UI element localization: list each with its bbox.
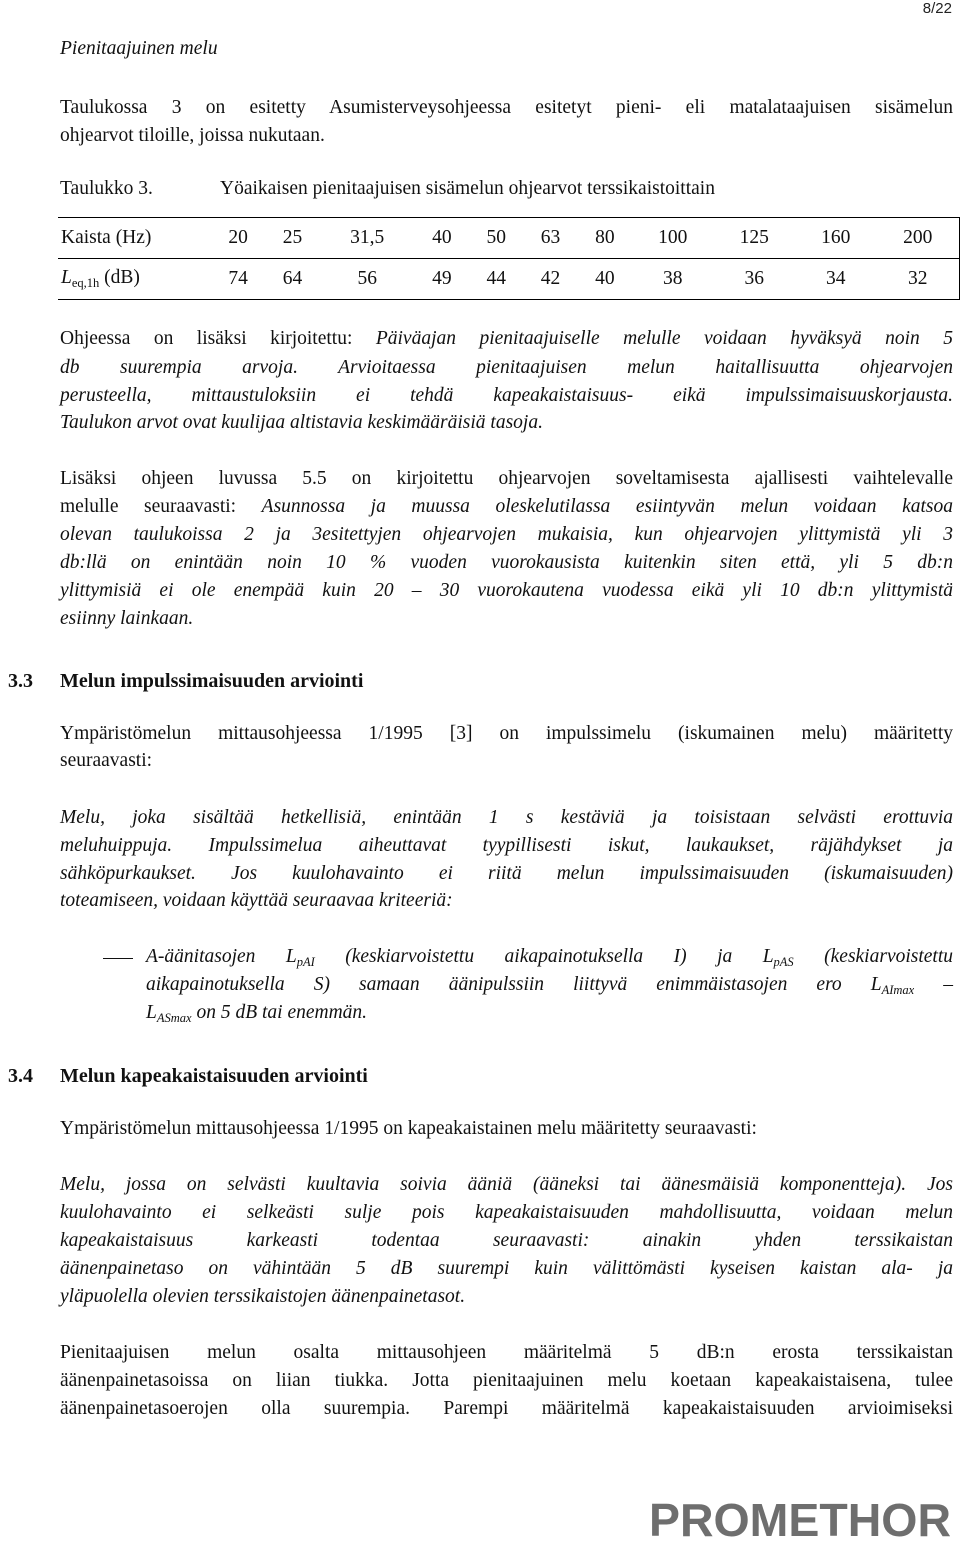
page-number: 8/22 [922,0,952,17]
band-cell: 63 [523,218,577,259]
bullet-text: aikapainotuksella S) samaan äänipulssiin liittyvä enimmäistasojen ero L [146,974,882,995]
row-label-main: L [61,267,72,288]
section-title: Pienitaajuinen melu [60,38,218,59]
s33-p2-line-2: meluhuippuja. Impulssimelua aiheuttavat tyypillisesti iskut, laukaukset, räjähdykset ja [60,835,953,856]
bullet-sub: ASmax [156,1011,192,1025]
section-3-4-title: Melun kapeakaistaisuuden arviointi [60,1065,368,1087]
bullet-line-3 [146,999,953,1032]
band-cell: 20 [211,218,265,259]
para2-line-5: ylittymisiä ei ole enempää kuin 20 – 30 vuorokautena vuodessa eikä yli 10 db:n ylittymistä [60,580,953,601]
para2-line-1: Lisäksi ohjeen luvussa 5.5 on kirjoitettu ohjearvojen soveltamisesta ajallisesti vaihtelevalle [60,468,953,489]
para1-italic-rest: Arvioitaessa pienitaajuisen melun haitallisuutta ohjearvojen [297,357,953,378]
noise-guideline-table [58,217,960,300]
intro-line-1: Taulukossa 3 on esitetty Asumisterveysohjeessa esitetyt pieni- eli matalataajuisen sisämelun [60,97,953,118]
bullet-text: (keskiarvoistettu [793,946,954,967]
value-cell: 56 [320,259,415,300]
s33-p2-line-3: sähköpurkaukset. Jos kuulohavainto ei riitä melun impulssimaisuuden (iskumaisuuden) [60,863,953,884]
bullet-text: – [914,974,953,995]
table-header-label: Kaista (Hz) [58,218,211,259]
para1-line-3: perusteella, mittaustuloksiin ei tehdä kapeakaistaisuus- eikä impulssimaisuuskorjausta. [60,385,953,406]
s34-p3-line-2: äänenpainetasoissa on liian tiukka. Jotta pienitaajuinen melu koetaan kapeakaistaisena, tulee [60,1370,953,1391]
value-cell: 42 [523,259,577,300]
s34-p3-line-1: Pienitaajuisen melun osalta mittausohjeen määritelmä 5 dB:n erosta terssikaistan [60,1342,953,1363]
para1-italic: Päiväajan pienitaajuiselle melulle voidaan hyväksyä noin 5 [375,328,953,349]
section-3-3-number: 3.3 [8,670,33,692]
para2-line-3: olevan taulukoissa 2 ja 3esitettyjen ohjearvojen mukaisia, kun ohjearvojen ylittymistä yli 3 [60,524,953,545]
para2-line-4: db:llä on enintään noin 10 % vuoden vuorokausista kuitenkin siten että, yli 5 db:n [60,552,953,573]
para2-line-2 [60,493,953,521]
s33-p2-line-1: Melu, joka sisältää hetkellisiä, enintään 1 s kestäviä ja toisistaan selvästi erottuvia [60,807,953,828]
para2-italic: Asunnossa ja muussa oleskelutilassa esiintyvän melun voidaan katsoa [261,496,954,517]
value-cell: 36 [714,259,796,300]
bullet-sub: pAI [296,955,315,969]
band-cell: 40 [415,218,469,259]
band-cell: 80 [578,218,632,259]
band-cell: 100 [632,218,714,259]
value-cell: 40 [578,259,632,300]
row-label-sub: eq,1h [71,276,100,290]
s34-p2-line-5: yläpuolella olevien terssikaistojen äänenpainetasot. [60,1286,466,1307]
value-cell: 74 [211,259,265,300]
bullet-text: on 5 dB tai enemmän. [191,1002,368,1023]
s33-p1-line-2: seuraavasti: [60,750,153,771]
band-cell: 31,5 [320,218,415,259]
promethor-logo [649,1497,954,1541]
para1-text: Ohjeessa on lisäksi kirjoitettu: [60,328,376,349]
bullet-sub: AImax [881,983,915,997]
bullet-dash [103,958,133,959]
para2-text: melulle seuraavasti: [60,496,262,517]
value-cell: 64 [265,259,319,300]
logo-text: PROMETHOR [649,1497,951,1541]
bullet-text: (keskiarvoistettu aikapainotuksella I) ja L [314,946,774,967]
section-3-4-number: 3.4 [8,1065,33,1087]
s34-p1: Ympäristömelun mittausohjeessa 1/1995 on kapeakaistainen melu määritetty seuraavasti: [60,1118,757,1139]
s34-p2-line-4: äänenpainetaso on vähintään 5 dB suurempi kuin välittömästi kyseisen kaistan ala- ja [60,1258,953,1279]
band-cell: 160 [795,218,877,259]
s33-p1-line-1: Ympäristömelun mittausohjeessa 1/1995 [3] on impulssimelu (iskumainen melu) määritetty [60,723,953,744]
para2-line-6: esiinny lainkaan. [60,608,194,629]
intro-line-2: ohjearvot tiloille, joissa nukutaan. [60,125,325,146]
value-cell: 34 [795,259,877,300]
para1-line-2 [60,354,953,382]
bullet-text: L [146,1002,157,1023]
s34-p2-line-2: kuulohavainto ei selkeästi sulje pois kapeakaistaisuuden mahdollisuutta, voidaan melun [60,1202,953,1223]
table-caption: Yöaikaisen pienitaajuisen sisämelun ohjearvot terssikaistoittain [220,178,715,199]
table-value-row [58,259,960,300]
value-cell: 38 [632,259,714,300]
para1-line-1 [60,325,953,353]
s34-p2-line-3: kapeakaistaisuus karkeasti todentaa seuraavasti: ainakin yhden terssikaistan [60,1230,953,1251]
bullet-sub: pAS [773,955,794,969]
band-cell: 25 [265,218,319,259]
para1-italic: db suurempia arvoja. [60,357,298,378]
para1-line-4: Taulukon arvot ovat kuulijaa altistavia keskimääräisiä tasoja. [60,412,543,433]
section-3-3-title: Melun impulssimaisuuden arviointi [60,670,364,692]
s34-p2-line-1: Melu, jossa on selvästi kuultavia soivia ääniä (ääneksi tai äänesmäisiä komponentteja). Jos [60,1174,953,1195]
s33-p2-line-4: toteamiseen, voidaan käyttää seuraavaa kriteeriä: [60,890,453,911]
table-row-label [58,259,211,300]
s34-p3-line-3: äänenpainetasoerojen olla suurempia. Parempi määritelmä kapeakaistaisuuden arvioimiseksi [60,1398,953,1419]
value-cell: 49 [415,259,469,300]
value-cell: 32 [877,259,960,300]
band-cell: 125 [714,218,796,259]
band-cell: 50 [469,218,523,259]
row-label-unit: (dB) [104,267,140,288]
table-header-row [58,218,960,259]
bullet-text: A-äänitasojen L [146,946,297,967]
band-cell: 200 [877,218,960,259]
value-cell: 44 [469,259,523,300]
table-label: Taulukko 3. [60,178,153,199]
